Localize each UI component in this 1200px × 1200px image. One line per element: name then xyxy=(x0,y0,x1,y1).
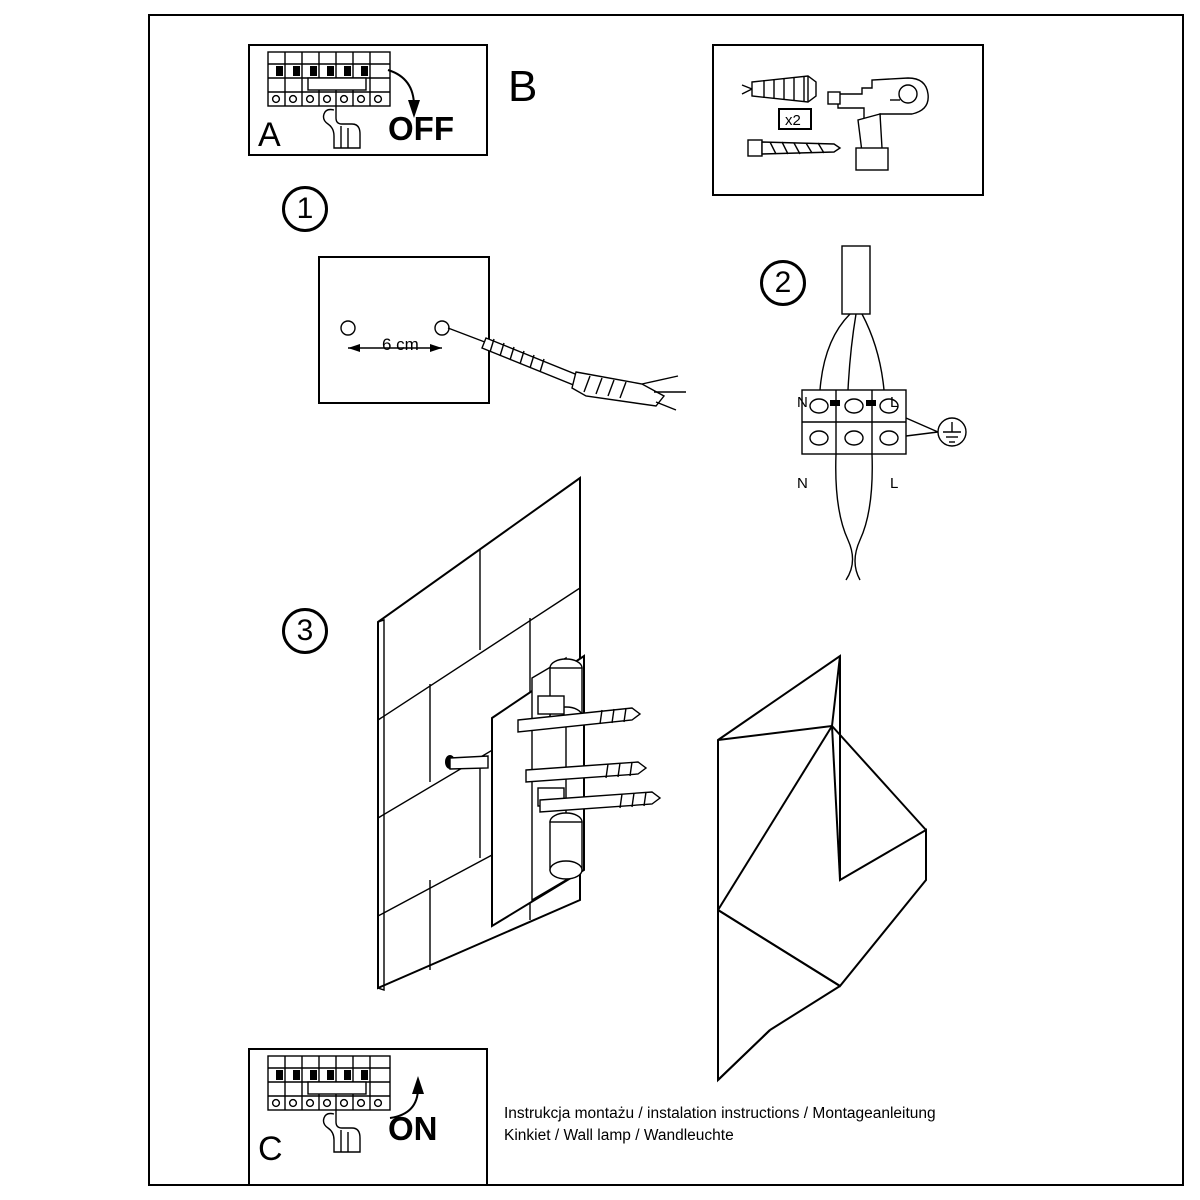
circuit-breaker-icon xyxy=(268,52,390,106)
panel-c-label: C xyxy=(258,1130,283,1168)
footer-line-2: Kinkiet / Wall lamp / Wandleuchte xyxy=(504,1127,734,1144)
terminal-label-n-top: N xyxy=(797,394,808,411)
lamp-shade-icon xyxy=(718,656,926,1080)
panel-b-graphics xyxy=(712,44,984,196)
wall-plug-icon xyxy=(572,372,686,410)
footer-line-1: Instrukcja montażu / instalation instructions / Montageanleitung xyxy=(504,1105,936,1122)
hand-pointing-icon xyxy=(324,1110,361,1152)
panel-a-label: A xyxy=(258,116,281,154)
step-3-number: 3 xyxy=(282,608,328,654)
drill-hole-icon xyxy=(341,321,449,335)
hand-pointing-icon xyxy=(324,106,361,148)
terminal-label-l-bottom: L xyxy=(890,475,899,492)
earth-ground-icon xyxy=(906,418,966,446)
terminal-label-l-top: L xyxy=(890,394,899,411)
step-2-number: 2 xyxy=(760,260,806,306)
panel-c-action-text: ON xyxy=(388,1110,438,1147)
circuit-breaker-icon xyxy=(268,1056,390,1110)
wall-plug-icon xyxy=(742,76,816,102)
step-1-graphics xyxy=(318,256,738,436)
panel-a-action-text: OFF xyxy=(388,110,454,147)
power-drill-icon xyxy=(828,78,928,170)
screw-icon xyxy=(448,328,586,386)
step-1-dimension-label: 6 cm xyxy=(382,335,419,354)
panel-b-label: B xyxy=(508,62,538,111)
screw-icon xyxy=(748,140,840,156)
panel-b-quantity-label: x2 xyxy=(785,112,801,129)
step-1-number: 1 xyxy=(282,186,328,232)
terminal-label-n-bottom: N xyxy=(797,475,808,492)
cable-icon xyxy=(820,246,884,390)
panel-c-graphics xyxy=(248,1048,488,1186)
step-3-graphics xyxy=(370,470,950,1090)
